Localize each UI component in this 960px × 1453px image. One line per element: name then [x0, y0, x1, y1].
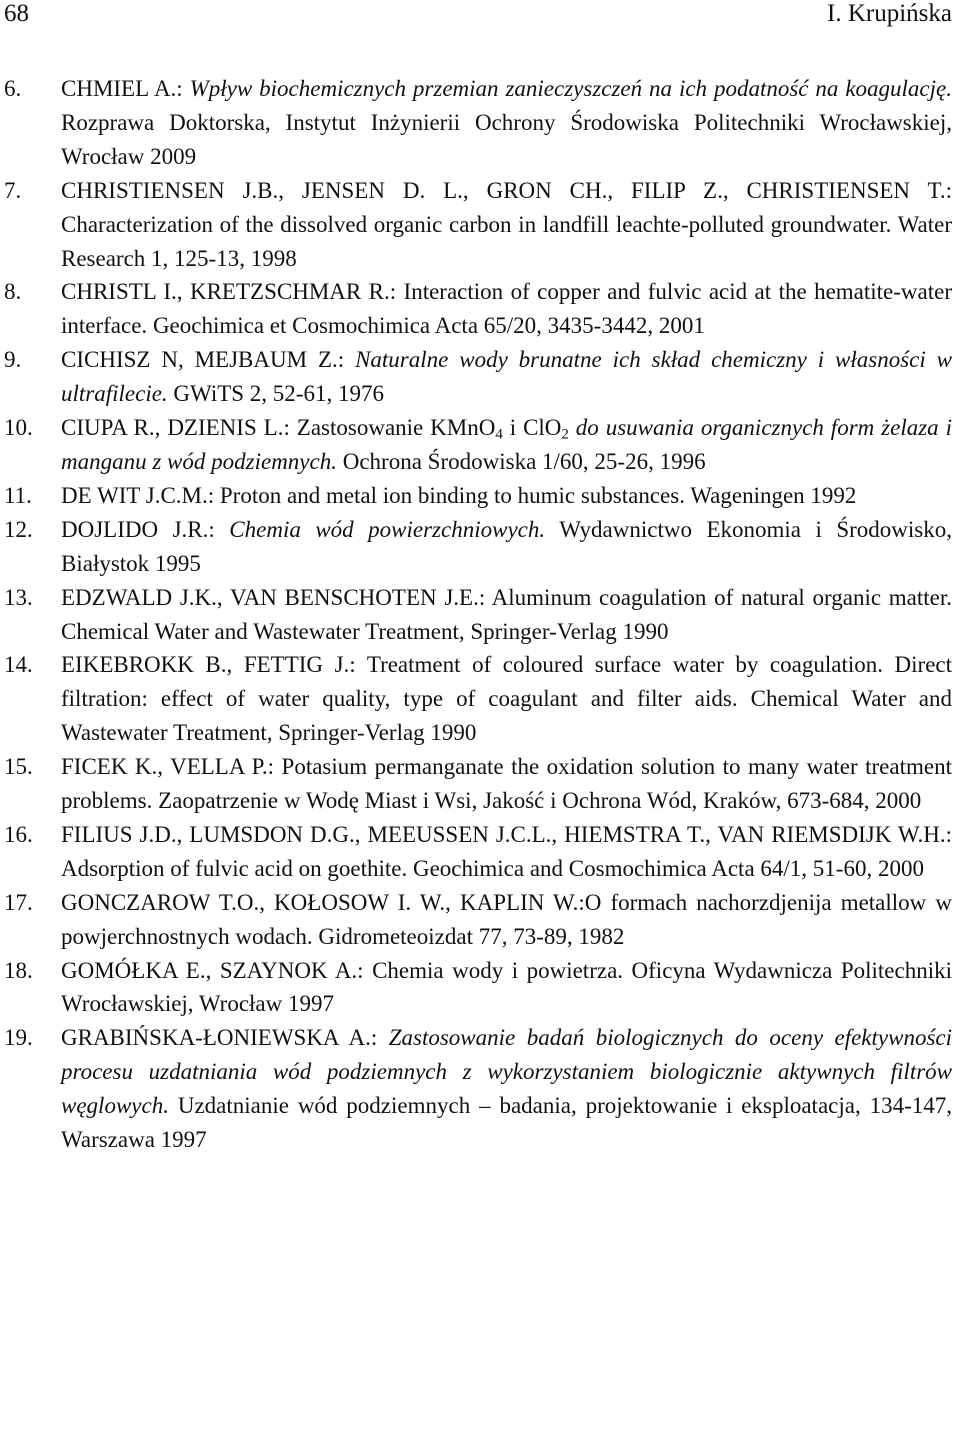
reference-title: Naturalne wody brunatne ich skład chemiczny i własności w ultrafilecie. [61, 347, 953, 407]
reference-authors: CHRISTL I., KRETZSCHMAR R.: [61, 279, 397, 305]
reference-number: 13. [4, 584, 33, 610]
reference-source: Wydawnictwo Ekonomia i Środowisko, Białystok 1995 [61, 516, 953, 576]
reference-item [4, 343, 952, 411]
reference-authors: DE WIT J.C.M.: [61, 482, 215, 508]
subscript: 4 [495, 426, 503, 443]
reference-authors: GRABIŃSKA-ŁONIEWSKA A.: [61, 1025, 378, 1051]
reference-title: Aluminum coagulation of natural organic matter. [491, 584, 953, 610]
reference-authors: FICEK K., VELLA P.: [61, 754, 275, 780]
reference-number: 12. [4, 516, 33, 542]
reference-title-part: i ClO [502, 415, 562, 441]
reference-number: 7. [4, 177, 22, 203]
reference-title: Characterization of the dissolved organic carbon in landfill leachte-polluted groundwater. [61, 211, 892, 237]
reference-item [4, 513, 952, 581]
reference-item [4, 174, 952, 276]
reference-title: Wpływ biochemicznych przemian zanieczyszczeń na ich podatność na koagulację. [189, 76, 952, 101]
reference-authors: CHMIEL A.: [61, 76, 183, 101]
reference-authors: CICHISZ N, MEJBAUM Z.: [61, 347, 345, 373]
reference-source: Water Research 1, 125-13, 1998 [61, 211, 952, 271]
reference-authors: EIKEBROKK B., FETTIG J.: [61, 652, 356, 678]
reference-authors: GONCZAROW T.O., KOŁOSOW I. W., KAPLIN W.: [61, 889, 585, 915]
reference-title: Chemia wody i powietrza. [372, 957, 624, 983]
reference-title: Interaction of copper and fulvic acid at the hematite-water interface. [61, 279, 953, 339]
reference-source: Ochrona Środowiska 1/60, 25-26, 1996 [342, 448, 706, 474]
reference-number: 15. [4, 754, 33, 780]
reference-authors: CHRISTIENSEN J.B., JENSEN D. L., GRON CH., FILIP Z., CHRISTIENSEN T.: [61, 177, 952, 203]
reference-number: 14. [4, 652, 33, 678]
reference-authors: CIUPA R., DZIENIS L.: [61, 415, 290, 441]
reference-title-part: do usuwania organicznych form żelaza i manganu z wód podziemnych. [61, 415, 952, 474]
reference-item [4, 818, 952, 886]
reference-number: 17. [4, 889, 33, 915]
reference-source: Chemical Water and Wastewater Treatment, Springer-Verlag 1990 [61, 618, 669, 644]
reference-source: Uzdatnianie wód podziemnych – badania, projektowanie i eksploatacja, 134-147, Warszawa 1997 [61, 1093, 952, 1153]
reference-source: Gidrometeoizdat 77, 73-89, 1982 [318, 923, 625, 949]
reference-number: 11. [4, 482, 32, 508]
reference-authors: GOMÓŁKA E., SZAYNOK A.: [61, 957, 364, 983]
reference-item [4, 750, 952, 818]
reference-source: GWiTS 2, 52-61, 1976 [173, 381, 384, 407]
reference-number: 10. [4, 415, 33, 441]
reference-title: Adsorption of fulvic acid on goethite. [61, 855, 408, 881]
reference-item [4, 1021, 952, 1157]
reference-source: Direct filtration: effect of water quality, type of coagulant and filter aids. Chemical Water and Wastewater Treatment, Springer-Verlag 1990 [61, 652, 953, 746]
running-head: I. Krupińska [827, 0, 952, 27]
reference-number: 16. [4, 821, 33, 847]
subscript: 2 [561, 426, 569, 443]
reference-number: 19. [4, 1025, 33, 1051]
reference-source: Geochimica et Cosmochimica Acta 65/20, 3435-3442, 2001 [152, 313, 705, 339]
page-number: 68 [4, 0, 29, 27]
reference-number: 8. [4, 279, 22, 305]
reference-source: Zaopatrzenie w Wodę Miast i Wsi, Jakość i Ochrona Wód, Kraków, 673-684, 2000 [158, 788, 922, 814]
reference-title: Zastosowanie badań biologicznych do oceny efektywności procesu uzdatniania wód podziemnych z wykorzystaniem biologicznie aktywnych filtrów węglowych. [61, 1025, 953, 1119]
reference-authors: EDZWALD J.K., VAN BENSCHOTEN J.E.: [61, 584, 486, 610]
reference-number: 9. [4, 347, 22, 373]
reference-authors: FILIUS J.D., LUMSDON D.G., MEEUSSEN J.C.L., HIEMSTRA T., VAN RIEMSDIJK W.H.: [61, 821, 952, 847]
reference-authors: DOJLIDO J.R.: [61, 516, 215, 542]
reference-number: 6. [4, 76, 22, 101]
reference-title: O formach nachorzdjenija metallow w powjerchnostnych wodach. [61, 889, 952, 949]
reference-item [4, 954, 952, 1022]
reference-source: Rozprawa Doktorska, Instytut Inżynierii Ochrony Środowiska Politechniki Wrocławskiej, Wrocław 2009 [61, 109, 952, 169]
reference-title: Proton and metal ion binding to humic substances. [219, 482, 685, 508]
reference-item [4, 479, 952, 513]
reference-source: Geochimica and Cosmochimica Acta 64/1, 51-60, 2000 [412, 855, 924, 881]
reference-item [4, 581, 952, 649]
reference-title-part: Zastosowanie KMnO [296, 415, 496, 441]
reference-source: Wageningen 1992 [690, 482, 857, 508]
reference-title: Potasium permanganate the oxidation solution to many water treatment problems. [61, 754, 952, 814]
page-header [4, 0, 952, 32]
reference-item [4, 886, 952, 954]
reference-source: Oficyna Wydawnicza Politechniki Wrocławskiej, Wrocław 1997 [61, 957, 953, 1017]
reference-list [4, 72, 952, 1157]
reference-title: Chemia wód powierzchniowych. [229, 516, 546, 542]
reference-number: 18. [4, 957, 33, 983]
reference-item [4, 72, 952, 174]
reference-item [4, 648, 952, 750]
reference-item [4, 411, 952, 479]
reference-title: Treatment of coloured surface water by coagulation. [366, 652, 883, 678]
reference-item [4, 275, 952, 343]
